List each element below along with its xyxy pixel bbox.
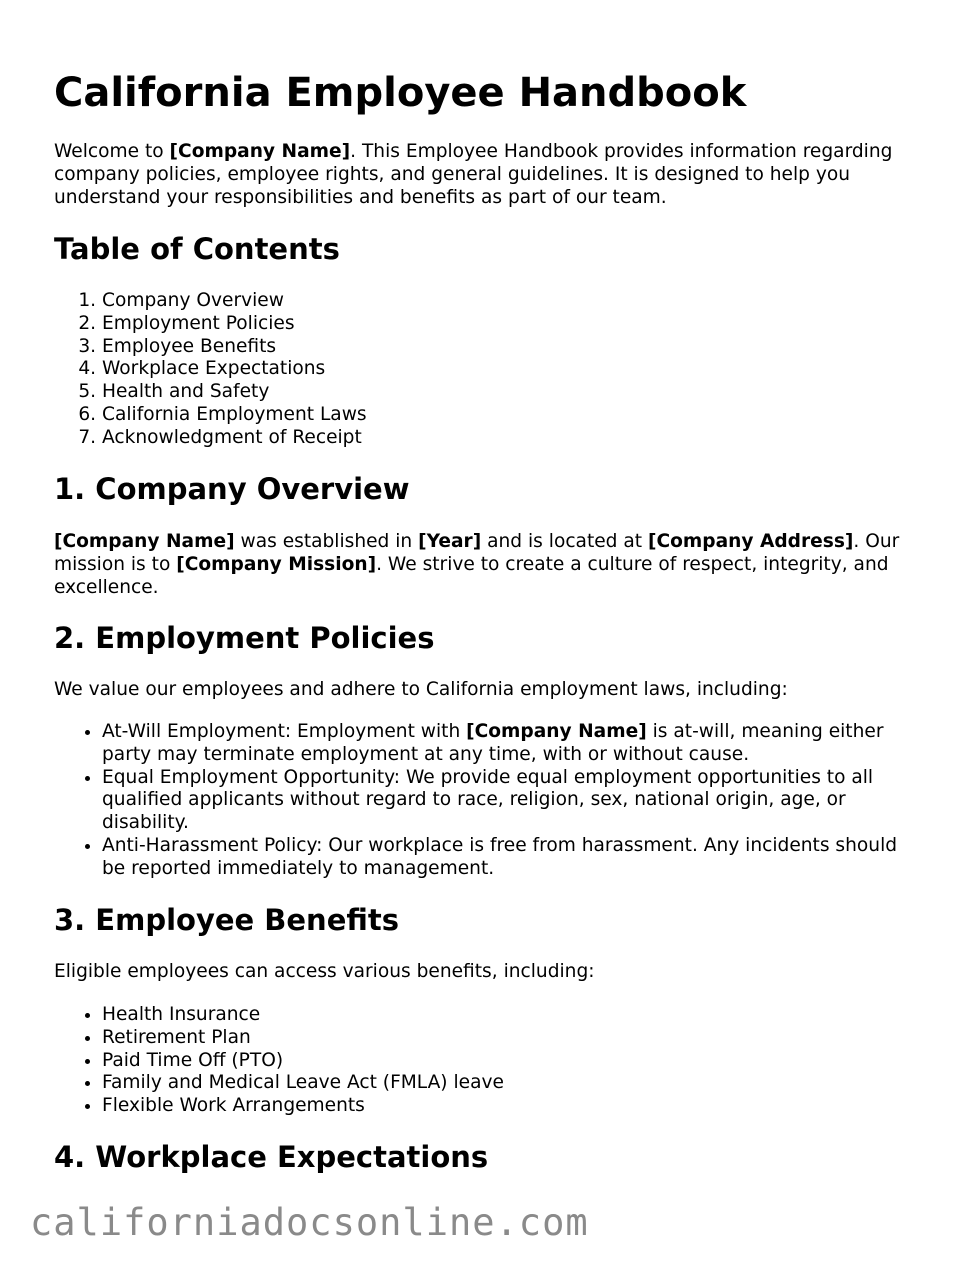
list-item: • Paid Time Off (PTO) [102,1050,924,1073]
list-item: • Retirement Plan [102,1027,924,1050]
toc-item: 6. California Employment Laws [102,404,924,427]
intro-paragraph: Welcome to [Company Name]. This Employee Handbook provides information regarding company policies, employee rights, and general guidelines. It is designed to help you understand your responsibilities and benefits as part of our team. [54,141,893,208]
section-employee-benefits-heading: 3. Employee Benefits [54,903,399,937]
page-title: California Employee Handbook [54,70,747,116]
list-item: • At-Will Employment: Employment with [Company Name] is at-will, meaning either party may terminate employment at any time, with or without cause. [102,721,924,767]
list-item: • Equal Employment Opportunity: We provide equal employment opportunities to all qualified applicants without regard to race, religion, sex, national origin, age, or disability. [102,767,924,835]
company-overview-paragraph: [Company Name] was established in [Year] and is located at [Company Address]. Our mission is to [Company Mission]. We strive to create a culture of respect, integrity, and excellence. [54,531,900,598]
list-item: • Flexible Work Arrangements [102,1095,924,1118]
watermark: californiadocsonline.com [30,1201,589,1244]
toc-item: 2. Employment Policies [102,313,924,336]
toc-item: 7. Acknowledgment of Receipt [102,427,924,450]
table-of-contents [54,290,924,450]
toc-item: 3. Employee Benefits [102,336,924,359]
employment-policies-intro: We value our employees and adhere to California employment laws, including: [54,679,788,700]
list-item: • Anti-Harassment Policy: Our workplace is free from harassment. Any incidents should be reported immediately to management. [102,835,924,881]
section-workplace-expectations-heading: 4. Workplace Expectations [54,1140,489,1174]
list-item: • Family and Medical Leave Act (FMLA) leave [102,1072,924,1095]
employee-benefits-intro: Eligible employees can access various benefits, including: [54,961,595,982]
section-company-overview-heading: 1. Company Overview [54,472,410,506]
company-name-placeholder: [Company Name] [169,141,351,162]
toc-item: 5. Health and Safety [102,381,924,404]
list-item: • Health Insurance [102,1004,924,1027]
employee-benefits-list [54,1004,924,1118]
section-employment-policies-heading: 2. Employment Policies [54,621,435,655]
toc-item: 4. Workplace Expectations [102,358,924,381]
toc-item: 1. Company Overview [102,290,924,313]
toc-heading: Table of Contents [54,232,340,266]
employment-policies-list [54,721,924,881]
